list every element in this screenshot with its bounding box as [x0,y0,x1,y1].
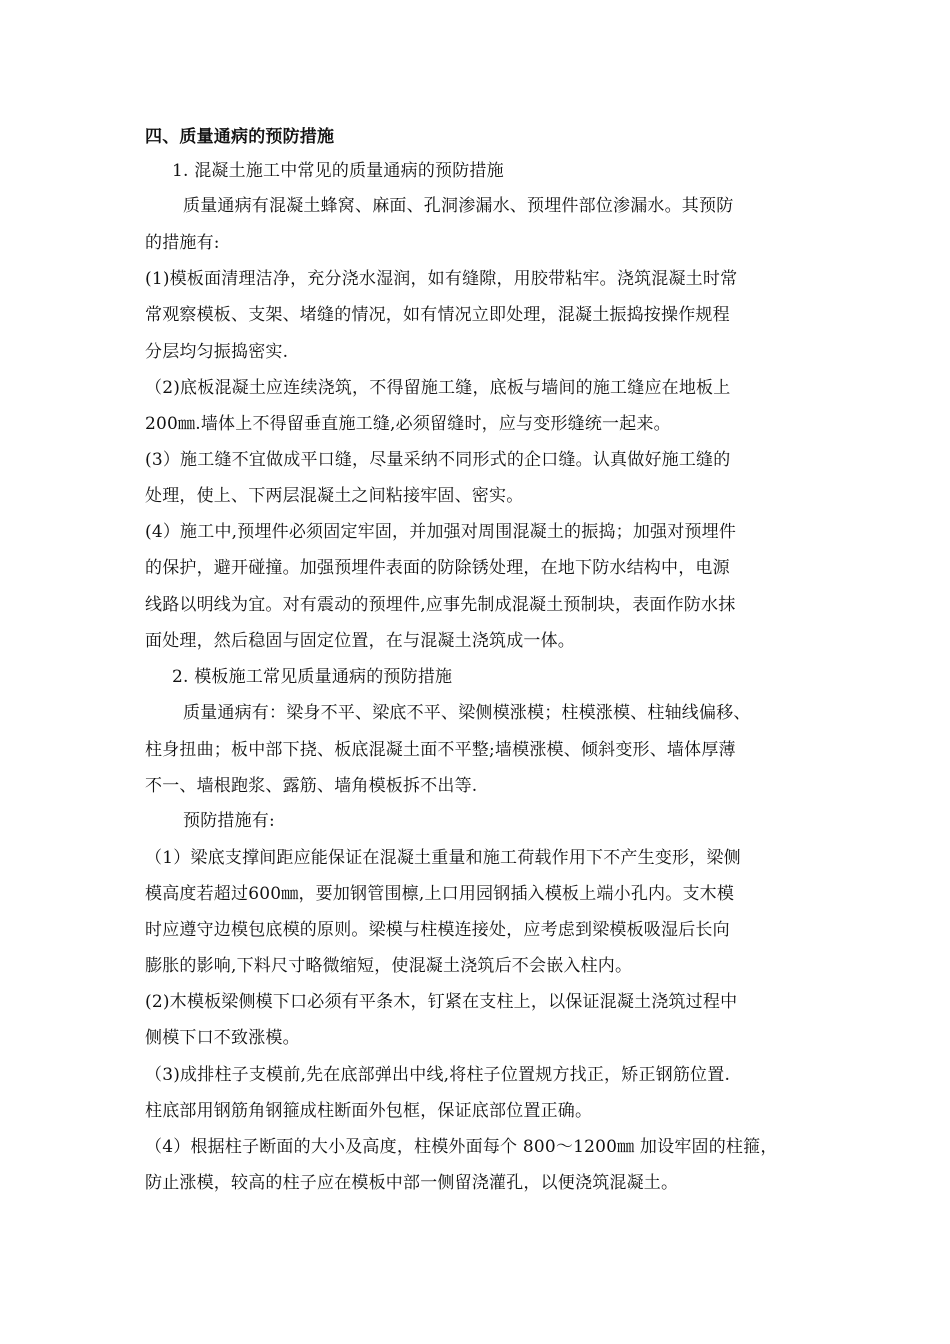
paragraph-line: 柱身扭曲；板中部下挠、板底混凝土面不平整;墙模涨模、倾斜变形、墙体厚薄 [145,740,736,760]
paragraph-line: 的措施有: [145,233,220,253]
paragraph-line: (2)木模板梁侧模下口必须有平条木，钉紧在支柱上，以保证混凝土浇筑过程中 [145,992,738,1012]
subsection-title-1: 1. 混凝土施工中常见的质量通病的预防措施 [172,161,504,181]
paragraph-line: 的保护，避开碰撞。加强预埋件表面的防除锈处理，在地下防水结构中，电源 [145,558,730,578]
paragraph-line: （4）根据柱子断面的大小及高度，柱模外面每个 800～1200㎜ 加设牢固的柱箍， [145,1137,778,1157]
paragraph-line: 预防措施有: [183,811,275,831]
subsection-title-2: 2. 模板施工常见质量通病的预防措施 [172,667,453,687]
paragraph-line: (4）施工中,预埋件必须固定牢固，并加强对周围混凝土的振捣；加强对预埋件 [145,522,737,542]
paragraph-line: 处理，使上、下两层混凝土之间粘接牢固、密实。 [145,486,524,506]
paragraph-line: （1）梁底支撑间距应能保证在混凝土重量和施工荷载作用下不产生变形，梁侧 [145,848,741,868]
paragraph-line: 常观察模板、支架、堵缝的情况，如有情况立即处理，混凝土振捣按操作规程 [145,305,730,325]
paragraph-line: （3)成排柱子支模前,先在底部弹出中线,将柱子位置规方找正，矫正钢筋位置. [145,1065,731,1085]
paragraph-line: 侧模下口不致涨模。 [145,1028,300,1048]
paragraph-line: 不一、墙根跑浆、露筋、墙角模板拆不出等. [145,776,478,796]
paragraph-line: 面处理，然后稳固与固定位置，在与混凝土浇筑成一体。 [145,631,575,651]
paragraph-line: 质量通病有：梁身不平、梁底不平、梁侧模涨模；柱模涨模、柱轴线偏移、 [183,703,751,723]
paragraph-line: 200㎜.墙体上不得留垂直施工缝,必须留缝时，应与变形缝统一起来。 [145,414,671,434]
paragraph-line: （2)底板混凝土应连续浇筑，不得留施工缝，底板与墙间的施工缝应在地板上 [145,378,731,398]
paragraph-line: 分层均匀振捣密实. [145,342,289,362]
paragraph-line: (1)模板面清理洁净，充分浇水湿润，如有缝隙，用胶带粘牢。浇筑混凝土时常 [145,269,738,289]
paragraph-line: 质量通病有混凝土蜂窝、麻面、孔洞渗漏水、预埋件部位渗漏水。其预防 [183,196,734,216]
paragraph-line: 防止涨模，较高的柱子应在模板中部一侧留浇灌孔，以便浇筑混凝土。 [145,1173,679,1193]
section-heading: 四、质量通病的预防措施 [145,127,335,147]
paragraph-line: 时应遵守边模包底模的原则。梁模与柱模连接处，应考虑到梁模板吸湿后长向 [145,920,730,940]
paragraph-line: 膨胀的影响,下料尺寸略微缩短，使混凝土浇筑后不会嵌入柱内。 [145,956,633,976]
paragraph-line: 线路以明线为宜。对有震动的预埋件,应事先制成混凝土预制块，表面作防水抹 [145,595,736,615]
paragraph-line: (3）施工缝不宜做成平口缝，尽量采纳不同形式的企口缝。认真做好施工缝的 [145,450,731,470]
paragraph-line: 模高度若超过600㎜，要加钢管围檩,上口用园钢插入模板上端小孔内。支木模 [145,884,735,904]
paragraph-line: 柱底部用钢筋角钢箍成柱断面外包框，保证底部位置正确。 [145,1101,593,1121]
